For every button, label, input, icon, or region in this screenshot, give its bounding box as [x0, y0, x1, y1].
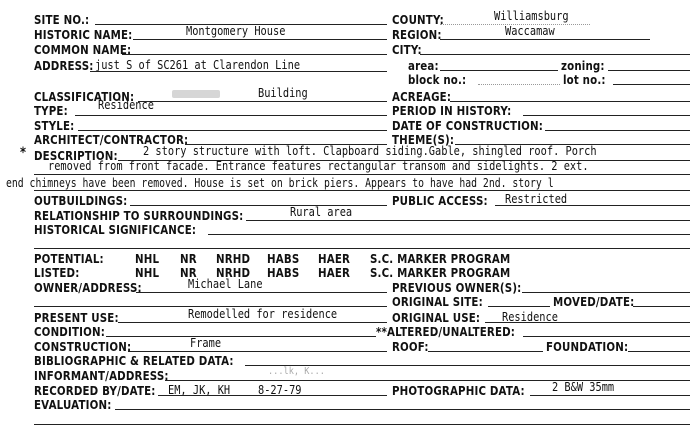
construction-field[interactable] [128, 351, 387, 352]
potential-nrhd[interactable]: NRHD [216, 251, 251, 266]
potential-haer[interactable]: HAER [318, 251, 351, 266]
altered-field[interactable] [523, 336, 690, 337]
original-use-value: Residence [502, 310, 558, 324]
county-value: Williamsburg [494, 9, 569, 23]
site-no-label: SITE NO.: [34, 12, 90, 27]
historic-name-field[interactable] [133, 39, 387, 40]
present-use-value: Remodelled for residence [188, 307, 338, 321]
description-label: DESCRIPTION: [34, 148, 118, 163]
period-field[interactable] [523, 115, 690, 116]
bibliographic-label: BIBLIOGRAPHIC & RELATED DATA: [34, 353, 234, 368]
listed-nhl[interactable]: NHL [135, 265, 160, 280]
construction-label: CONSTRUCTION: [34, 339, 132, 354]
style-label: STYLE: [34, 118, 75, 133]
description-field-line-3[interactable] [34, 190, 690, 191]
region-field[interactable] [440, 39, 650, 40]
description-line-1: 2 story structure with loft. Clapboard siding.Gable, shingled roof. Porch [143, 144, 597, 158]
owner-address-field-line-1[interactable] [136, 292, 387, 293]
classification-value: Building [258, 86, 308, 100]
acreage-field[interactable] [450, 101, 690, 102]
evaluation-field-line-2[interactable] [34, 424, 690, 425]
recorded-by-label: RECORDED BY/DATE: [34, 383, 156, 398]
listed-nrhd[interactable]: NRHD [216, 265, 251, 280]
present-use-field[interactable] [118, 322, 387, 323]
address-value: just S of SC261 at Clarendon Line [95, 58, 301, 72]
condition-field[interactable] [106, 336, 376, 337]
address-label: ADDRESS: [34, 58, 94, 73]
original-use-field[interactable] [485, 322, 690, 323]
zoning-field[interactable] [608, 70, 690, 71]
date-construction-label: DATE OF CONSTRUCTION: [392, 118, 544, 133]
relationship-label: RELATIONSHIP TO SURROUNDINGS: [34, 208, 244, 223]
block-no-label: block no.: [408, 72, 467, 87]
listed-label: LISTED: [34, 265, 80, 280]
redaction-smudge [172, 90, 220, 98]
block-no-field[interactable] [478, 84, 560, 85]
city-label: CITY: [392, 42, 422, 57]
type-field[interactable] [75, 115, 387, 116]
photographic-label: PHOTOGRAPHIC DATA: [392, 383, 525, 398]
potential-nhl[interactable]: NHL [135, 251, 160, 266]
public-access-field[interactable] [495, 205, 690, 206]
description-line-3: end chimneys have been removed. House is set on brick piers. Appears to have had 2nd. story l [6, 176, 554, 190]
photographic-field[interactable] [530, 395, 690, 396]
relationship-field[interactable] [246, 220, 690, 221]
informant-label: INFORMANT/ADDRESS: [34, 368, 169, 383]
description-field-line-2[interactable] [34, 174, 690, 175]
owner-address-label: OWNER/ADDRESS: [34, 280, 142, 295]
foundation-label: FOUNDATION: [546, 339, 629, 354]
public-access-label: PUBLIC ACCESS: [392, 193, 488, 208]
evaluation-label: EVALUATION: [34, 397, 112, 412]
present-use-label: PRESENT USE: [34, 310, 119, 325]
area-label: area: [408, 58, 439, 73]
potential-label: POTENTIAL: [34, 251, 104, 266]
original-site-label: ORIGINAL SITE: [392, 294, 483, 309]
common-name-label: COMMON NAME: [34, 42, 132, 57]
altered-label: **ALTERED/UNALTERED: [376, 324, 516, 339]
relationship-value: Rural area [290, 205, 353, 219]
classification-label: CLASSIFICATION: [34, 89, 135, 104]
owner-value: Michael Lane [188, 277, 263, 291]
original-site-field[interactable] [488, 306, 550, 307]
address-field[interactable] [90, 71, 387, 72]
significance-label: HISTORICAL SIGNIFICANCE: [34, 222, 197, 237]
outbuildings-label: OUTBUILDINGS: [34, 193, 128, 208]
style-field[interactable] [78, 130, 387, 131]
historic-name-label: HISTORIC NAME: [34, 27, 133, 42]
lot-no-label: lot no.: [563, 72, 606, 87]
themes-label: THEME(S): [392, 132, 455, 147]
condition-label: CONDITION: [34, 324, 105, 339]
description-line-2: removed from front facade. Entrance features rectangular transom and sidelights. 2 ext. [48, 159, 589, 173]
period-label: PERIOD IN HISTORY: [392, 103, 512, 118]
listed-habs[interactable]: HABS [267, 265, 300, 280]
original-use-label: ORIGINAL USE: [392, 310, 481, 325]
recorded-by-field[interactable] [158, 395, 387, 396]
photographic-value: 2 B&W 35mm [552, 380, 615, 394]
recorded-date-value: 8-27-79 [258, 383, 302, 397]
listed-marker-program[interactable]: S.C. MARKER PROGRAM [370, 265, 511, 280]
previous-owners-field[interactable] [522, 292, 690, 293]
date-construction-field[interactable] [545, 130, 690, 131]
potential-marker-program[interactable]: S.C. MARKER PROGRAM [370, 251, 511, 266]
evaluation-field-line-1[interactable] [115, 409, 690, 410]
roof-field[interactable] [428, 351, 543, 352]
significance-field-line-2[interactable] [34, 248, 690, 249]
area-field[interactable] [440, 70, 558, 71]
potential-nr[interactable]: NR [180, 251, 197, 266]
moved-date-field[interactable] [633, 306, 690, 307]
classification-field[interactable] [138, 101, 387, 102]
region-value: Waccamaw [505, 24, 555, 38]
foundation-field[interactable] [628, 351, 690, 352]
acreage-label: ACREAGE: [392, 89, 452, 104]
common-name-field[interactable] [122, 54, 387, 55]
previous-owners-label: PREVIOUS OWNER(S): [392, 280, 522, 295]
construction-value: Frame [190, 336, 222, 350]
public-access-value: Restricted [505, 192, 568, 206]
potential-habs[interactable]: HABS [267, 251, 300, 266]
county-label: COUNTY: [392, 12, 444, 27]
listed-nr[interactable]: NR [180, 265, 197, 280]
architect-label: ARCHITECT/CONTRACTOR: [34, 132, 189, 147]
description-asterisk: * [20, 145, 27, 161]
type-value: Residence [98, 98, 154, 112]
type-label: TYPE: [34, 103, 68, 118]
roof-label: ROOF: [392, 339, 429, 354]
region-label: REGION: [392, 27, 442, 42]
informant-value: ...lk, K... [268, 366, 325, 377]
zoning-label: zoning: [561, 58, 605, 73]
significance-field-line-1[interactable] [208, 234, 690, 235]
city-field[interactable] [420, 54, 690, 55]
recorded-by-value: EM, JK, KH [168, 383, 231, 397]
historic-name-value: Montgomery House [186, 24, 286, 38]
lot-no-field[interactable] [613, 84, 690, 85]
moved-date-label: MOVED/DATE: [553, 294, 635, 309]
listed-haer[interactable]: HAER [318, 265, 351, 280]
